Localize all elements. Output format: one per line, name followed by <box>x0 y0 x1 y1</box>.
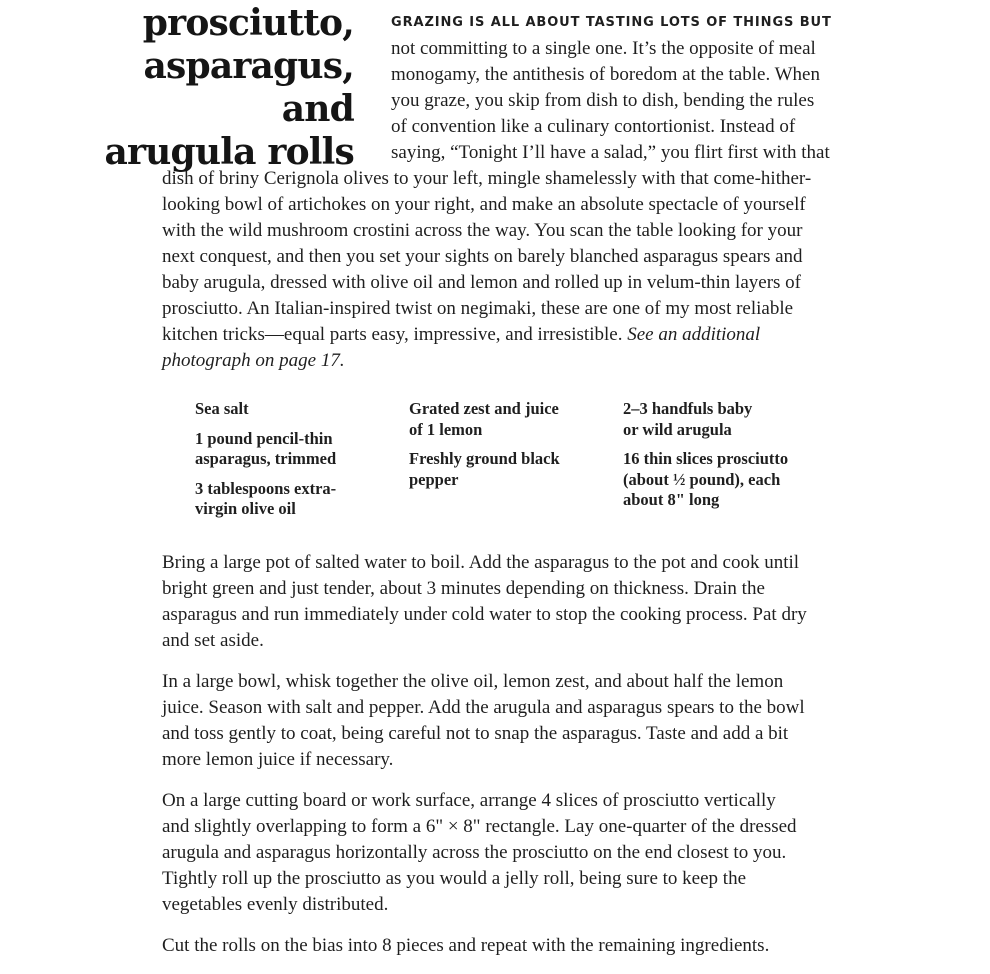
photo-reference-page: photograph on page 17. <box>162 350 345 371</box>
intro-line: prosciutto. An Italian-inspired twist on negimaki, these are one of my most reliable <box>162 298 794 319</box>
ingredients-column-3 <box>623 399 813 520</box>
title-line: prosciutto, <box>142 2 354 44</box>
intro-line: of convention like a culinary contortionist. Instead of <box>391 116 796 137</box>
intro-line: dish of briny Cerignola olives to your left, mingle shamelessly with that come-hither- <box>162 168 812 189</box>
step-line: bright green and just tender, about 3 minutes depending on thickness. Drain the <box>162 578 765 599</box>
intro-line: not committing to a single one. It’s the opposite of meal <box>391 38 816 59</box>
intro-line: next conquest, and then you set your sights on barely blanched asparagus spears and <box>162 246 803 267</box>
method-step <box>162 669 852 773</box>
recipe-method <box>162 550 852 974</box>
step-line: Cut the rolls on the bias into 8 pieces and repeat with the remaining ingredients. <box>162 935 770 956</box>
step-line: and slightly overlapping to form a 6" × 8" rectangle. Lay one-quarter of the dressed <box>162 816 797 837</box>
ingredient-item: 1 pound pencil-thin asparagus, trimmed <box>195 428 337 468</box>
photo-reference: See an additional <box>627 324 761 345</box>
intro-line: you graze, you skip from dish to dish, bending the rules <box>391 90 815 111</box>
title-line: arugula rolls <box>104 131 354 173</box>
intro-line-last <box>162 322 852 348</box>
title-line: asparagus, and <box>143 45 354 130</box>
ingredient-item: 16 thin slices prosciutto (about ½ pound), each about 8" long <box>623 449 789 509</box>
step-line: arugula and asparagus horizontally across the prosciutto on the end closest to you. <box>162 842 787 863</box>
ingredient-item: Sea salt <box>195 399 249 418</box>
step-line: Bring a large pot of salted water to boil. Add the asparagus to the pot and cook until <box>162 552 800 573</box>
intro-line: looking bowl of artichokes on your right, and make an absolute spectacle of yourself <box>162 194 806 215</box>
step-line: more lemon juice if necessary. <box>162 749 394 770</box>
ingredients-column-1 <box>195 399 385 529</box>
step-line: and set aside. <box>162 630 264 651</box>
recipe-intro <box>162 10 852 374</box>
step-line: On a large cutting board or work surface, arrange 4 slices of prosciutto vertically <box>162 790 776 811</box>
step-line: In a large bowl, whisk together the olive oil, lemon zest, and about half the lemon <box>162 671 784 692</box>
method-step <box>162 788 852 918</box>
ingredient-item: Freshly ground black pepper <box>409 449 560 489</box>
ingredient-item: 2–3 handfuls baby or wild arugula <box>623 399 753 439</box>
step-line: asparagus and run immediately under cold water to stop the cooking process. Pat dry <box>162 604 807 625</box>
ingredients-column-2 <box>409 399 599 499</box>
intro-line: saying, “Tonight I’ll have a salad,” you flirt first with that <box>391 142 830 163</box>
intro-last-text: kitchen tricks—equal parts easy, impressive, and irresistible. <box>162 324 623 345</box>
method-step <box>162 550 852 654</box>
ingredient-item: 3 tablespoons extra- virgin olive oil <box>195 478 337 518</box>
intro-line: with the wild mushroom crostini across the way. You scan the table looking for your <box>162 220 803 241</box>
step-line: juice. Season with salt and pepper. Add the arugula and asparagus spears to the bowl <box>162 697 805 718</box>
step-line: vegetables evenly distributed. <box>162 894 389 915</box>
intro-heading: GRAZING IS ALL ABOUT TASTING LOTS OF THINGS BUT <box>391 15 832 30</box>
step-line: Tightly roll up the prosciutto as you would a jelly roll, being sure to keep the <box>162 868 746 889</box>
step-line: and toss gently to coat, being careful not to snap the asparagus. Taste and add a bit <box>162 723 789 744</box>
intro-line: baby arugula, dressed with olive oil and lemon and rolled up in velum-thin layers of <box>162 272 801 293</box>
method-step <box>162 933 852 959</box>
intro-line: monogamy, the antithesis of boredom at the table. When <box>391 64 820 85</box>
ingredient-item: Grated zest and juice of 1 lemon <box>409 399 559 439</box>
